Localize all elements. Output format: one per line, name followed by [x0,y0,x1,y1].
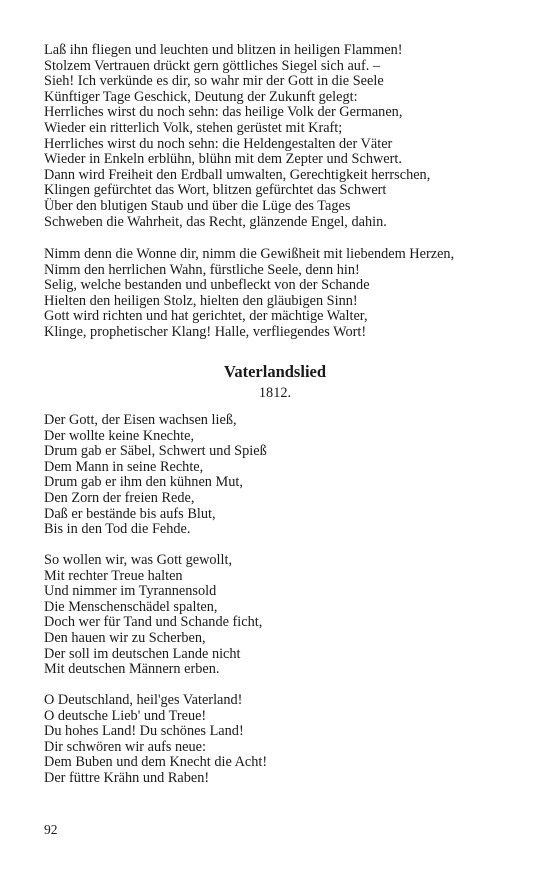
verse-line: Und nimmer im Tyrannensold [44,583,217,600]
verse-line: Dem Mann in seine Rechte, [44,458,204,475]
poem-line: Gott wird richten und hat gerichtet, der mächtige Walter, [44,308,368,325]
verse-line: Den Zorn der freien Rede, [44,489,195,506]
verse-line: Du hohes Land! Du schönes Land! [44,723,244,740]
poem-line: Herrliches wirst du noch sehn: das heilige Volk der Germanen, [44,104,403,121]
verse-line: O deutsche Lieb' und Treue! [44,707,207,724]
verse-line: Dir schwören wir aufs neue: [44,738,206,755]
poem-line: Nimm denn die Wonne dir, nimm die Gewißheit mit liebendem Herzen, [44,246,455,262]
poem-line: Stolzem Vertrauen drückt gern göttliches Siegel sich auf. – [44,57,381,74]
poem-line: Über den blutigen Staub und über die Lüge des Tages [44,197,351,214]
poem-line: Hielten den heiligen Stolz, hielten den gläubigen Sinn! [44,292,358,309]
poem-line: Schweben die Wahrheit, das Recht, glänzende Engel, dahin. [44,213,387,230]
poem-stanza-2 [44,247,514,341]
song-verse-3 [44,693,514,787]
verse-line: Dem Buben und dem Knecht die Acht! [44,754,268,771]
song-verse-1 [44,413,514,538]
verse-line: Den hauen wir zu Scherben, [44,629,206,646]
song-title: Vaterlandslied [223,362,327,381]
verse-line: Drum gab er Säbel, Schwert und Spieß [44,443,267,460]
poem-stanza-1 [44,43,514,230]
page-number: 92 [44,822,58,837]
poem-line: Wieder ein ritterlich Volk, stehen gerüstet mit Kraft; [44,119,343,136]
verse-line: Der Gott, der Eisen wachsen ließ, [44,412,237,428]
verse-line: Der füttre Krähn und Raben! [44,769,210,786]
verse-line: Der wollte keine Knechte, [44,427,195,444]
verse-line: Bis in den Tod die Fehde. [44,521,191,538]
poem-line: Selig, welche bestanden und unbefleckt von der Schande [44,277,370,294]
verse-line: Mit rechter Treue halten [44,567,183,584]
verse-line: So wollen wir, was Gott gewollt, [44,552,233,568]
song-verse-2 [44,553,514,678]
verse-line: Mit deutschen Männern erben. [44,661,220,678]
poem-line: Künftiger Tage Geschick, Deutung der Zukunft gelegt: [44,88,358,105]
poem-line: Wieder in Enkeln erblühn, blühn mit dem Zepter und Schwert. [44,151,402,168]
verse-line: Die Menschenschädel spalten, [44,598,218,615]
poem-line: Klingen gefürchtet das Wort, blitzen gefürchtet das Schwert [44,182,387,199]
verse-line: O Deutschland, heil'ges Vaterland! [44,692,243,708]
poem-line: Klinge, prophetischer Klang! Halle, verfliegendes Wort! [44,323,367,340]
poem-line: Sieh! Ich verkünde es dir, so wahr mir der Gott in die Seele [44,73,384,90]
poem-line: Herrliches wirst du noch sehn: die Heldengestalten der Väter [44,135,393,152]
verse-line: Drum gab er ihm den kühnen Mut, [44,474,243,491]
verse-line: Der soll im deutschen Lande nicht [44,645,241,662]
poem-line: Laß ihn fliegen und leuchten und blitzen in heiligen Flammen! [44,42,403,58]
poem-line: Dann wird Freiheit den Erdball umwalten, Gerechtigkeit herrschen, [44,166,431,183]
verse-line: Daß er bestände bis aufs Blut, [44,505,216,522]
song-year: 1812. [258,385,292,401]
poem-line: Nimm den herrlichen Wahn, fürstliche Seele, denn hin! [44,261,360,278]
verse-line: Doch wer für Tand und Schande ficht, [44,614,263,631]
